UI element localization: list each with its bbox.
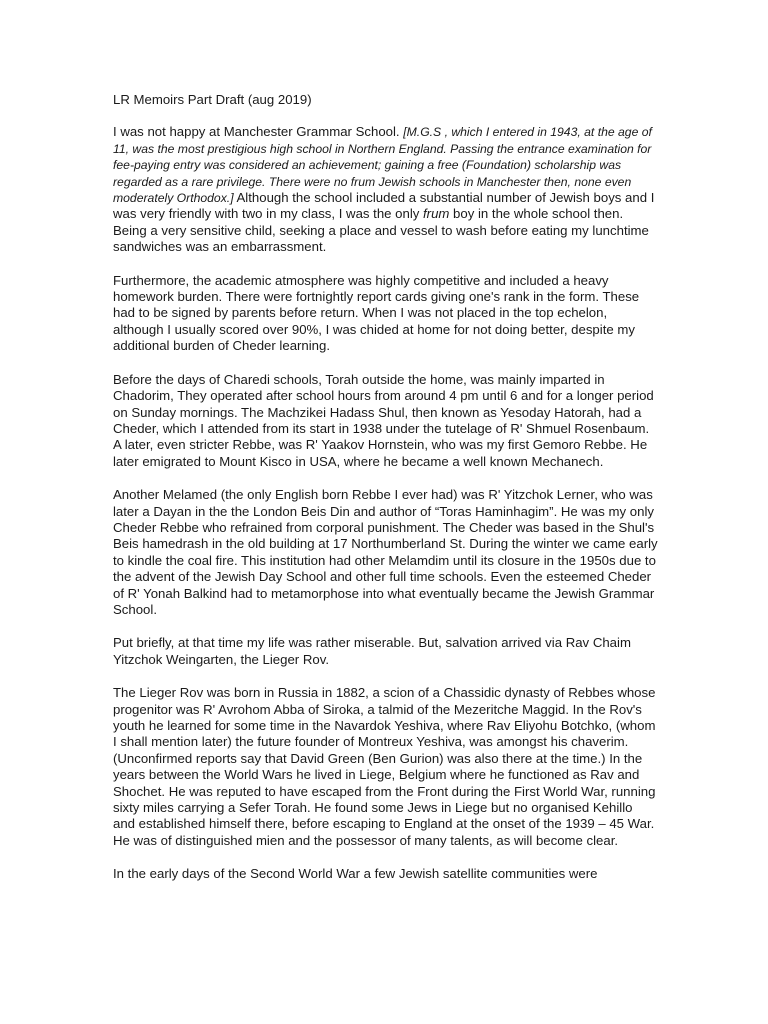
document-title: LR Memoirs Part Draft (aug 2019) — [113, 92, 312, 107]
paragraph-1 — [113, 124, 658, 255]
document-page — [113, 92, 658, 900]
paragraph-1-note: [M.G.S , which I entered in 1943, at the age of 11, was the most prestigious high school in Northern England. Passing the entrance examination for fee-paying entry was considered an achievement; gaining a free (Foundation) scholarship was regarded as a rare privilege. There were no frum Jewish schools in Manchester then, none even moderately Orthodox.] — [113, 125, 652, 206]
paragraph-2: Furthermore, the academic atmosphere was highly competitive and included a heavy homework burden. There were fortnightly report cards giving one's rank in the form. These had to be signed by parents before return. When I was not placed in the top echelon, although I usually scored over 90%, I was chided at home for not doing better, despite my additional burden of Cheder learning. — [113, 272, 640, 354]
paragraph-1-emphasis: frum — [423, 206, 450, 222]
paragraph-5: Put briefly, at that time my life was rather miserable. But, salvation arrived via Rav Chaim Yitzchok Weingarten, the Lieger Rov. — [113, 635, 631, 667]
paragraph-7: In the early days of the Second World War a few Jewish satellite communities were — [113, 866, 598, 882]
paragraph-3: Before the days of Charedi schools, Torah outside the home, was mainly imparted in Chadorim, They operated after school hours from around 4 pm until 6 and for a longer period on Sunday mornings. The Machzikei Hadass Shul, then known as Yesoday Hatorah, had a Cheder, which I attended from its start in 1938 under the tutelage of R' Shmuel Rosenbaum. A later, even stricter Rebbe, was R' Yaakov Hornstein, who was my first Gemoro Rebbe. He later emigrated to Mount Kisco in USA, where he became a well known Mechanech. — [113, 371, 654, 469]
paragraph-1-text-c: boy in the whole school then. Being a very sensitive child, seeking a place and vessel to wash before eating my lunchtime sandwiches was an embarrassment. — [113, 206, 649, 255]
paragraph-6: The Lieger Rov was born in Russia in 1882, a scion of a Chassidic dynasty of Rebbes whose progenitor was R' Avrohom Abba of Siroka, a talmid of the Mezeritche Maggid. In the Rov's youth he learned for some time in the Navardok Yeshiva, where Rav Eliyohu Botchko, (whom I shall mention later) the future founder of Montreux Yeshiva, was amongst his chaverim. (Unconfirmed reports say that David Green (Ben Gurion) was also there at the time.) In the years between the World Wars he lived in Liege, Belgium where he functioned as Rav and Shochet. He was reputed to have escaped from the Front during the First World War, running sixty miles carrying a Sefer Torah. He found some Jews in Liege but no organised Kehillo and established himself there, before escaping to England at the onset of the 1939 – 45 War. He was of distinguished mien and the possessor of many talents, as will become clear. — [113, 685, 656, 848]
paragraph-4: Another Melamed (the only English born Rebbe I ever had) was R' Yitzchok Lerner, who was later a Dayan in the the London Beis Din and author of “Toras Haminhagim”. He was my only Cheder Rebbe who refrained from corporal punishment. The Cheder was based in the Shul's Beis hamedrash in the old building at 17 Northumberland St. During the winter we came early to kindle the coal fire. This institution had other Melamdim until its closure in the 1950s due to the advent of the Jewish Day School and other full time schools. Even the esteemed Cheder of R' Yonah Balkind had to metamorphose into what eventually became the Jewish Grammar School. — [113, 487, 658, 617]
paragraph-1-text-b: Although the school included a substantial number of Jewish boys and I was very friendly with two in my class, I was the only — [113, 190, 655, 222]
paragraph-1-text-a: I was not happy at Manchester Grammar School. — [113, 124, 404, 140]
